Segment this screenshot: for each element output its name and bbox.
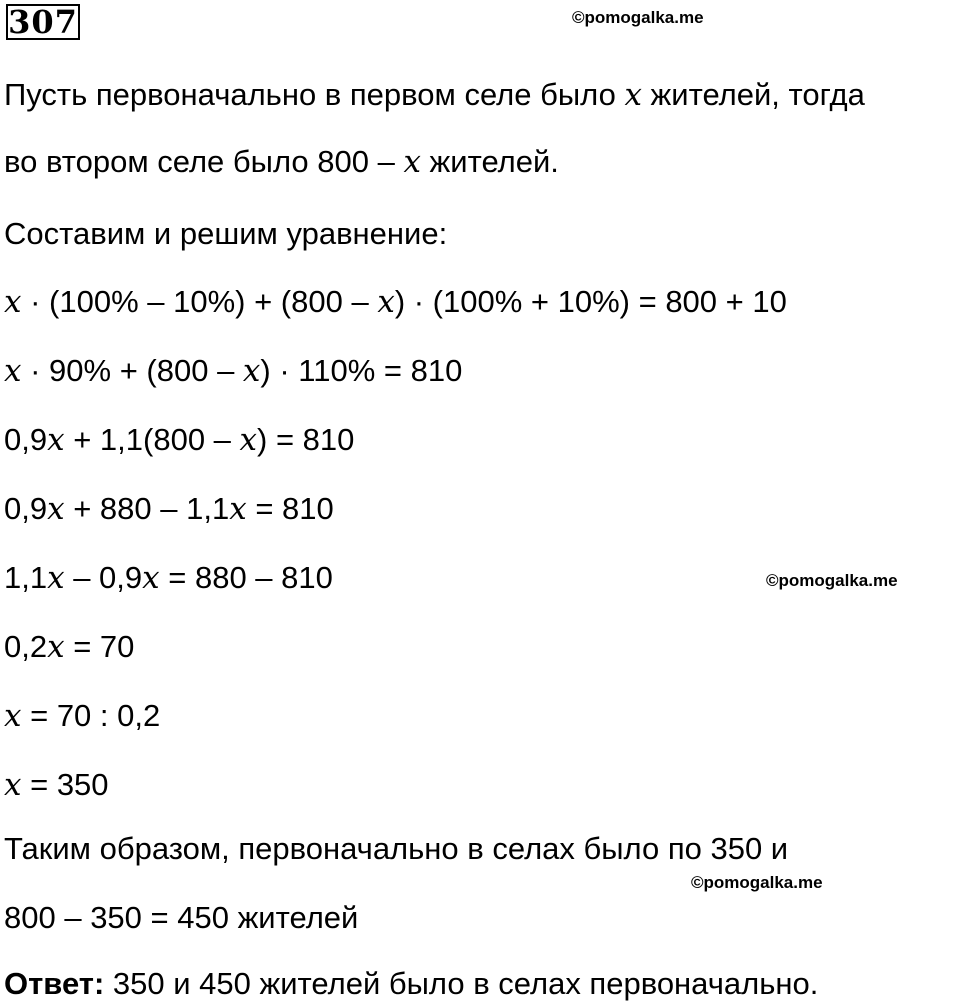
math-variable-x: x [229,491,247,527]
equation-line-4: 0,9x + 880 – 1,1x = 810 [4,491,334,527]
text-line-2: во втором селе было 800 – x жителей. [4,144,559,180]
equation-line-2: x · 90% + (800 – x) · 110% = 810 [4,353,463,389]
math-variable-x: x [377,284,395,320]
math-variable-x: x [47,629,65,665]
watermark-top: ©pomogalka.me [572,8,704,27]
equation-line-3: 0,9x + 1,1(800 – x) = 810 [4,422,355,458]
watermark-middle: ©pomogalka.me [766,571,898,590]
watermark-bottom: ©pomogalka.me [691,873,823,892]
math-variable-x: x [4,698,22,734]
problem-number: 307 [6,4,80,40]
text-line-3: Составим и решим уравнение: [4,216,448,251]
math-variable-x: x [4,284,22,320]
math-variable-x: x [403,144,421,180]
math-variable-x: x [47,491,65,527]
equation-line-7: x = 70 : 0,2 [4,698,161,734]
math-variable-x: x [624,77,642,113]
math-variable-x: x [4,353,22,389]
answer-line [4,964,818,1004]
math-variable-x: x [142,560,160,596]
equation-line-8: x = 350 [4,767,109,803]
math-variable-x: x [239,422,258,458]
equation-line-6: 0,2x = 70 [4,629,135,665]
text-line-1: Пусть первоначально в первом селе было x жителей, тогда [4,77,865,113]
conclusion-line-2: 800 – 350 = 450 жителей [4,900,359,935]
answer-text: 350 и 450 жителей было в селах первоначально. [104,966,819,1001]
equation-line-5: 1,1x – 0,9x = 880 – 810 [4,560,333,596]
math-variable-x: x [47,422,65,458]
answer-label: Ответ: [4,966,105,1001]
math-variable-x: x [242,353,261,389]
equation-line-1: x · (100% – 10%) + (800 – x) · (100% + 10%) = 800 + 10 [4,284,787,320]
math-variable-x: x [47,560,65,596]
conclusion-line-1: Таким образом, первоначально в селах было по 350 и [4,831,789,866]
math-variable-x: x [4,767,22,803]
